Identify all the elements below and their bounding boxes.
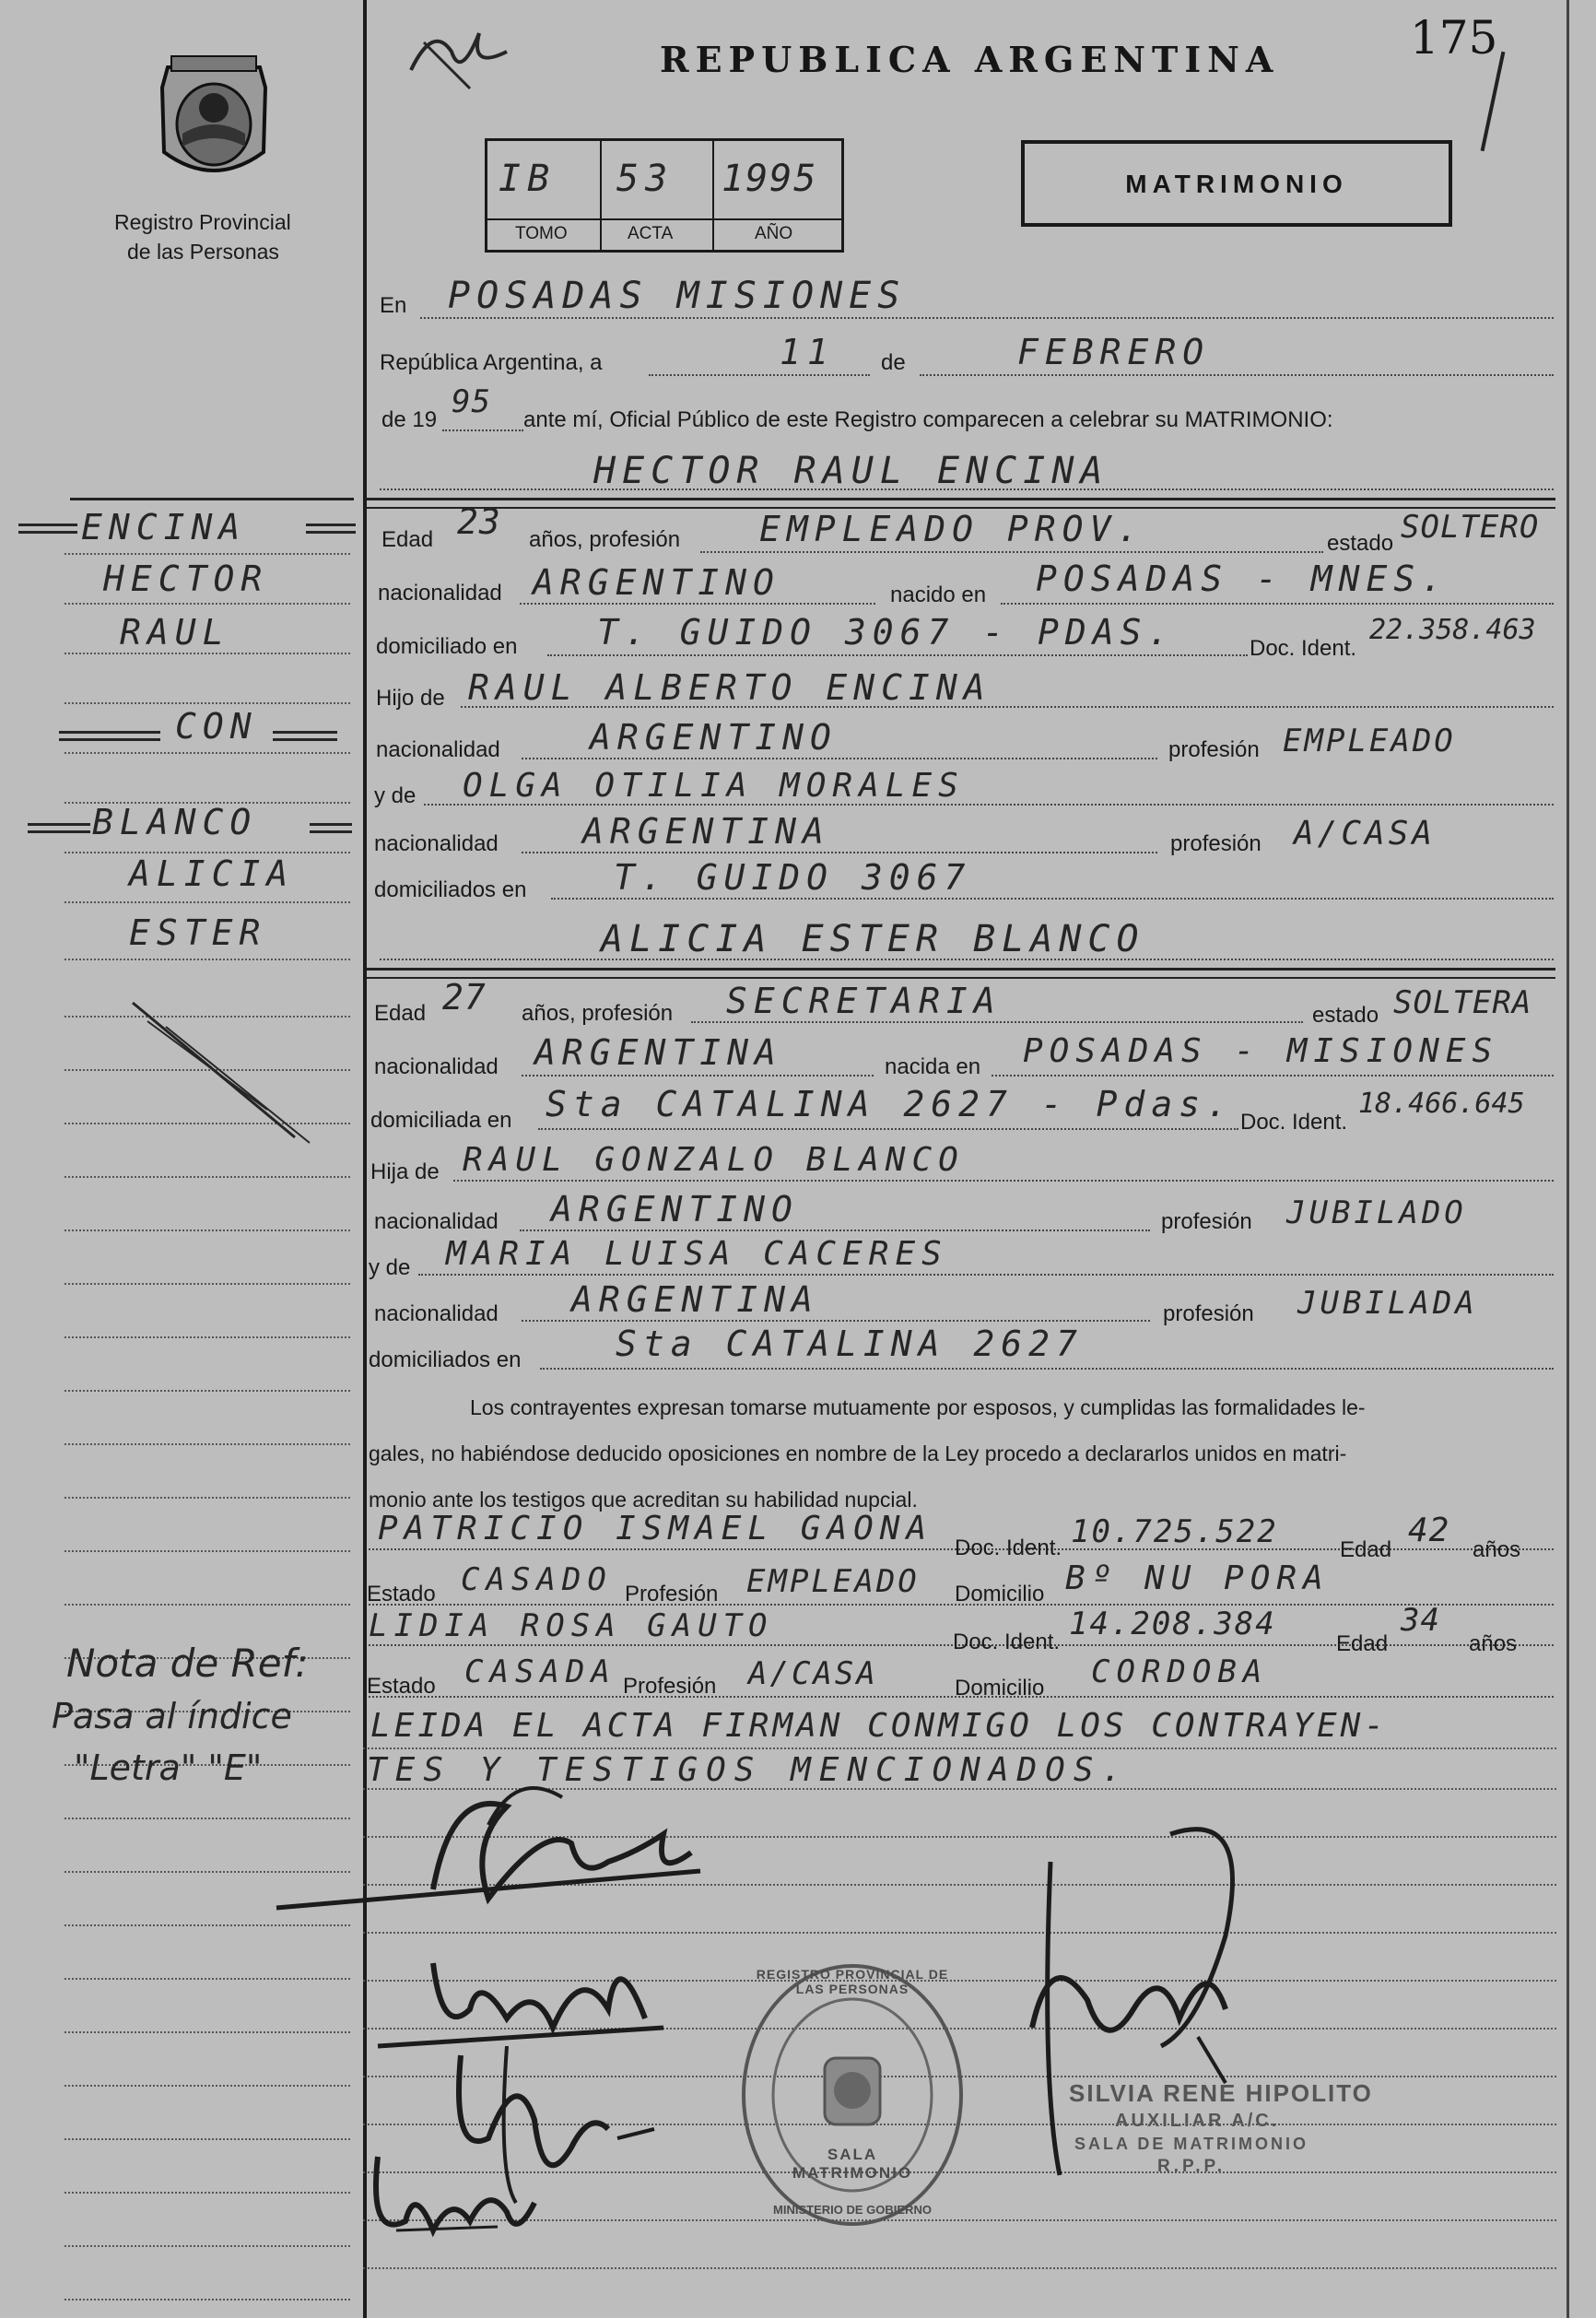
groom-mother: OLGA OTILIA MORALES <box>463 767 965 805</box>
groom-nacionalidad: ARGENTINO <box>533 562 780 603</box>
declaration-line3: monio ante los testigos que acreditan su habilidad nupcial. <box>369 1488 918 1512</box>
groom-domicilio: T. GUIDO 3067 - PDAS. <box>597 612 1176 653</box>
margin-bride-name2: ESTER <box>129 912 267 953</box>
bride-estado: SOLTERA <box>1393 984 1532 1021</box>
republica-label: República Argentina, a <box>380 350 603 375</box>
groom-mother-prof-label: profesión <box>1170 831 1262 856</box>
bride-nacionalidad: ARGENTINA <box>534 1032 782 1073</box>
seal-bottom-text: MINISTERIO DE GOBIERNO <box>773 2203 932 2217</box>
bride-father-nac-label: nacionalidad <box>374 1209 499 1234</box>
corner-signature <box>405 15 516 102</box>
witness1-profesion-label: Profesión <box>625 1582 719 1606</box>
witness2-edad: 34 <box>1401 1602 1440 1639</box>
bride-yde-label: y de <box>369 1255 411 1280</box>
witness1-domicilio-label: Domicilio <box>955 1582 1045 1606</box>
witness1-estado-label: Estado <box>367 1582 436 1606</box>
closing-line1: LEIDA EL ACTA FIRMAN CONMIGO LOS CONTRAYEN- <box>370 1707 1388 1745</box>
witness1-doc-label: Doc. Ident. <box>955 1536 1062 1560</box>
intro-statement: ante mí, Oficial Público de este Registro comparecen a celebrar su MATRIMONIO: <box>523 407 1333 432</box>
groom-nacionalidad-label: nacionalidad <box>378 581 502 606</box>
groom-father-nac-label: nacionalidad <box>376 737 500 762</box>
margin-dash-1 <box>18 524 77 526</box>
day-value: 11 <box>780 332 835 372</box>
margin-note-line3: "Letra" "E" <box>74 1747 263 1788</box>
witness1-name: PATRICIO ISMAEL GAONA <box>378 1510 933 1547</box>
official-org: R.P.P. <box>1157 2157 1226 2176</box>
bride-edad-label: Edad <box>374 1001 427 1026</box>
province-logo <box>155 51 273 189</box>
official-sala: SALA DE MATRIMONIO <box>1074 2135 1308 2153</box>
bride-father-prof-label: profesión <box>1161 1209 1252 1234</box>
groom-father: RAUL ALBERTO ENCINA <box>468 667 992 708</box>
groom-estado: SOLTERO <box>1401 509 1540 546</box>
margin-bride-surname: BLANCO <box>92 802 258 842</box>
bride-mother-prof-label: profesión <box>1163 1301 1254 1326</box>
acta-value: 53 <box>616 158 675 200</box>
witness2-domicilio: CORDOBA <box>1091 1653 1269 1690</box>
groom-parents-dom: T. GUIDO 3067 <box>614 857 972 898</box>
right-edge-rule <box>1567 0 1569 2318</box>
bride-doc: 18.466.645 <box>1358 1088 1525 1120</box>
page-number-tick <box>1481 52 1506 151</box>
bride-parents-dom: Sta CATALINA 2627 <box>616 1324 1084 1364</box>
groom-nacido: POSADAS - MNES. <box>1036 559 1449 599</box>
ano-value: 1995 <box>722 158 818 200</box>
bride-nacida-label: nacida en <box>885 1054 981 1079</box>
witness2-estado: CASADA <box>464 1653 616 1690</box>
margin-dash-6 <box>310 823 352 826</box>
margin-dash-3 <box>59 731 160 734</box>
bride-hija-label: Hija de <box>370 1159 440 1184</box>
signature-groom <box>267 1770 746 1940</box>
witness1-domicilio: Bº NU PORA <box>1065 1559 1330 1597</box>
witness2-estado-label: Estado <box>367 1674 436 1699</box>
bride-full-name: ALICIA ESTER BLANCO <box>601 918 1145 960</box>
witness2-doc-label: Doc. Ident. <box>953 1630 1061 1654</box>
tomo-label: TOMO <box>515 224 568 243</box>
groom-full-name: HECTOR RAUL ENCINA <box>593 450 1109 492</box>
bride-estado-label: estado <box>1312 1003 1379 1028</box>
bride-father: RAUL GONZALO BLANCO <box>463 1141 965 1179</box>
margin-note-line2: Pasa al índice <box>52 1696 292 1736</box>
witness1-edad: 42 <box>1408 1512 1450 1549</box>
official-name: SILVIA RENE HIPOLITO <box>1069 2079 1373 2107</box>
signature-witness2 <box>359 2138 544 2253</box>
bride-edad: 27 <box>442 977 487 1018</box>
bride-doc-label: Doc. Ident. <box>1240 1110 1348 1135</box>
groom-mother-prof: A/CASA <box>1294 815 1437 853</box>
month-value: FEBRERO <box>1017 332 1211 372</box>
groom-mother-nac: ARGENTINA <box>582 811 830 852</box>
doc-type-label: MATRIMONIO <box>1125 170 1348 198</box>
bride-mother: MARIA LUISA CACERES <box>446 1235 948 1273</box>
groom-doc-label: Doc. Ident. <box>1250 636 1357 661</box>
official-seal <box>737 1961 968 2229</box>
acta-label: ACTA <box>628 224 674 243</box>
bride-domicilio: Sta CATALINA 2627 - Pdas. <box>546 1084 1234 1124</box>
groom-edad-label: Edad <box>381 527 434 552</box>
bride-mother-nac-label: nacionalidad <box>374 1301 499 1326</box>
bride-anos-profesion-label: años, profesión <box>522 1001 674 1026</box>
bride-mother-nac: ARGENTINA <box>571 1279 819 1320</box>
de-label: de <box>881 350 906 375</box>
page-title: REPUBLICA ARGENTINA <box>660 39 1280 80</box>
groom-domiciliados-label: domiciliados en <box>374 877 527 902</box>
groom-anos-profesion-label: años, profesión <box>529 527 681 552</box>
left-margin-rule <box>363 0 367 2318</box>
witness1-profesion: EMPLEADO <box>746 1563 920 1600</box>
margin-groom-surname: ENCINA <box>81 507 247 547</box>
groom-father-nac: ARGENTINO <box>590 717 838 758</box>
witness2-name: LIDIA ROSA GAUTO <box>369 1607 774 1644</box>
tomo-value: IB <box>499 158 557 200</box>
bride-domiciliada-label: domiciliada en <box>370 1108 512 1133</box>
bride-nacida: POSADAS - MISIONES <box>1023 1032 1499 1070</box>
margin-dash-4 <box>273 731 337 734</box>
witness2-edad-label: Edad <box>1336 1631 1389 1656</box>
ano-label: AÑO <box>755 224 793 243</box>
record-id-box <box>485 138 844 253</box>
groom-mother-nac-label: nacionalidad <box>374 831 499 856</box>
witness2-anos-label: años <box>1469 1631 1518 1656</box>
witness1-anos-label: años <box>1473 1537 1521 1562</box>
bride-father-nac: ARGENTINO <box>551 1189 799 1230</box>
witness2-profesion: A/CASA <box>748 1655 878 1692</box>
groom-nacido-label: nacido en <box>890 582 987 607</box>
seal-inner-text: SALA MATRIMONIO <box>792 2146 913 2182</box>
margin-dash-2 <box>306 524 356 526</box>
groom-doc: 22.358.463 <box>1369 614 1536 646</box>
witness2-profesion-label: Profesión <box>623 1674 717 1699</box>
groom-father-prof-label: profesión <box>1168 737 1260 762</box>
witness1-edad-label: Edad <box>1340 1537 1392 1562</box>
witness2-doc: 14.208.384 <box>1069 1606 1276 1642</box>
bride-profesion: SECRETARIA <box>726 981 1002 1021</box>
witness2-domicilio-label: Domicilio <box>955 1676 1045 1700</box>
declaration-line1: Los contrayentes expresan tomarse mutuamente por esposos, y cumplidas las formalidades le- <box>470 1395 1366 1419</box>
margin-strike <box>129 999 313 1151</box>
bride-father-prof: JUBILADO <box>1286 1194 1467 1231</box>
doc-type-box <box>1021 140 1452 227</box>
margin-connector: CON <box>175 706 258 747</box>
groom-father-prof: EMPLEADO <box>1283 723 1456 759</box>
official-title: AUXILIAR A/C. <box>1115 2111 1280 2131</box>
margin-bride-name1: ALICIA <box>129 853 295 894</box>
declaration-line2: gales, no habiéndose deducido oposiciones en nombre de la Ley procedo a declararlos unidos en matri- <box>369 1441 1347 1465</box>
bride-mother-prof: JUBILADA <box>1297 1285 1478 1322</box>
groom-edad: 23 <box>457 501 501 542</box>
year-suffix: 95 <box>452 383 491 420</box>
registry-name-line1: Registro Provincial <box>114 210 291 234</box>
groom-profesion: EMPLEADO PROV. <box>759 509 1145 549</box>
place-value: POSADAS MISIONES <box>448 275 907 317</box>
bride-nacionalidad-label: nacionalidad <box>374 1054 499 1079</box>
margin-dash-5 <box>28 823 90 826</box>
year-prefix: de 19 <box>381 407 438 432</box>
groom-yde-label: y de <box>374 783 417 808</box>
en-label: En <box>380 293 407 318</box>
groom-hijo-label: Hijo de <box>376 686 445 711</box>
witness1-doc: 10.725.522 <box>1071 1513 1278 1550</box>
margin-groom-name1: HECTOR <box>103 559 269 599</box>
registry-name-line2: de las Personas <box>127 240 279 264</box>
margin-groom-name2: RAUL <box>120 612 230 653</box>
page-number: 175 <box>1410 11 1498 65</box>
margin-note-line1: Nota de Ref: <box>66 1641 309 1686</box>
bride-domiciliados-label: domiciliados en <box>369 1347 522 1372</box>
groom-estado-label: estado <box>1327 531 1394 556</box>
groom-domiciliado-label: domiciliado en <box>376 634 518 659</box>
seal-outer-text: REGISTRO PROVINCIAL DE LAS PERSONAS <box>756 1967 949 1996</box>
witness1-estado: CASADO <box>461 1561 613 1598</box>
closing-line2: TES Y TESTIGOS MENCIONADOS. <box>367 1751 1131 1789</box>
